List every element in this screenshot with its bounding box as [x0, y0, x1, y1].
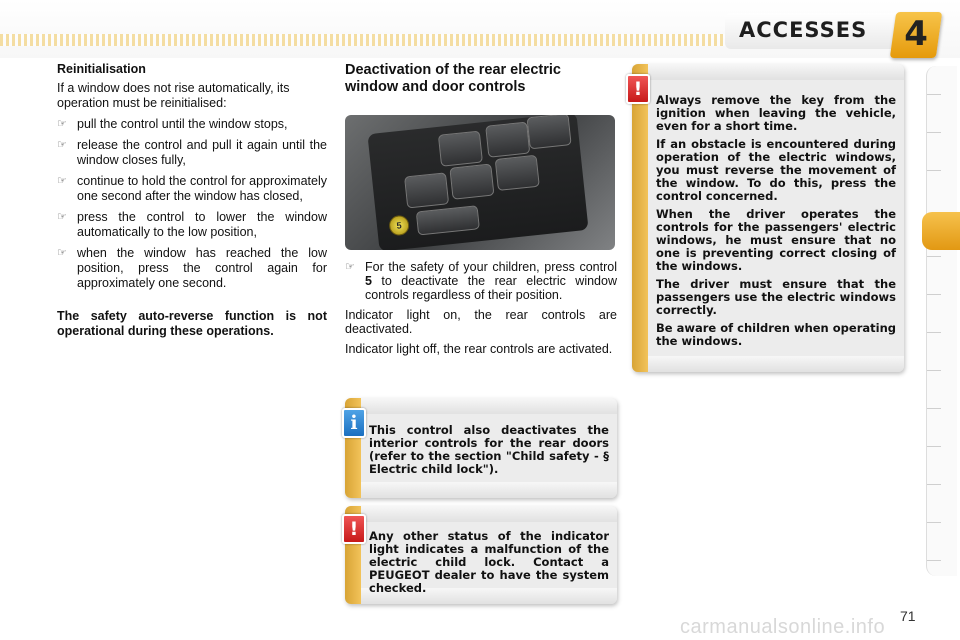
info-paragraph: This control also deactivates the interior controls for the rear doors (refer to the section "Child safety - § Electric child lock").	[369, 423, 609, 476]
list-item	[57, 117, 327, 132]
warning-paragraph: The driver must ensure that the passengers use the electric windows correctly.	[656, 277, 896, 317]
chapter-badge	[890, 12, 942, 58]
tab-divider	[927, 132, 941, 133]
list-item	[345, 260, 617, 302]
child-lock-switch	[416, 205, 480, 235]
list-item	[57, 174, 327, 204]
malfunction-paragraph: Any other status of the indicator light indicates a malfunction of the electric child lock. Contact a PEUGEOT dealer to have the system checked.	[369, 529, 609, 595]
warning-paragraph: When the driver operates the controls for the passengers' electric windows, he must ensure that no one is preventing correct closing of the windows.	[656, 207, 896, 273]
deactivation-section	[345, 62, 617, 96]
window-switch	[485, 122, 530, 158]
section-title: ACCESSES	[739, 18, 868, 42]
info-callout-text	[369, 424, 609, 481]
chapter-number: 4	[904, 14, 928, 54]
warning-icon: !	[626, 74, 650, 104]
pointing-hand-icon: ☞	[57, 118, 67, 130]
list-item-text: continue to hold the control for approximately one second after the window has closed,	[77, 174, 327, 203]
deactivation-body	[345, 260, 617, 362]
window-switch	[449, 164, 494, 200]
callout-band	[648, 64, 904, 80]
control-number: 5	[365, 274, 372, 288]
list-item	[57, 210, 327, 240]
header-decoration	[0, 34, 830, 46]
window-switch	[527, 115, 572, 149]
list-item-text: release the control and pull it again until the window closes fully,	[77, 138, 327, 167]
warning-paragraph: If an obstacle is encountered during operation of the electric windows, you must reverse the movement of the window. To do this, press the control concerned.	[656, 137, 896, 203]
info-callout	[345, 398, 617, 498]
indicator-off-text: Indicator light off, the rear controls are activated.	[345, 342, 613, 356]
tab-divider	[927, 446, 941, 447]
tab-divider	[927, 256, 941, 257]
list-item-text	[365, 260, 617, 302]
info-icon: i	[342, 408, 366, 438]
list-item-text: press the control to lower the window automatically to the low position,	[77, 210, 327, 239]
callout-band	[361, 398, 617, 414]
warning-paragraph: Always remove the key from the ignition when leaving the vehicle, even for a short time.	[656, 93, 896, 133]
warning-callout-text	[656, 94, 896, 353]
door-control-photo	[345, 115, 615, 250]
list-item	[57, 138, 327, 168]
callout-band	[361, 482, 617, 498]
malfunction-callout-text	[369, 530, 609, 600]
tab-divider	[927, 408, 941, 409]
list-item	[57, 246, 327, 291]
chapter-tabs	[926, 66, 957, 576]
list-item-text: pull the control until the window stops,	[77, 117, 288, 131]
pointing-hand-icon: ☞	[57, 139, 67, 151]
window-switch	[404, 172, 449, 208]
page-header	[0, 0, 960, 58]
callout-spine	[632, 64, 648, 372]
reinitialisation-section	[57, 60, 327, 345]
reinitialisation-intro: If a window does not rise automatically, its operation must be reinitialised:	[57, 81, 290, 110]
pointing-hand-icon: ☞	[57, 211, 67, 223]
tab-divider	[927, 94, 941, 95]
tab-divider	[927, 170, 941, 171]
indicator-on-text: Indicator light on, the rear controls are deactivated.	[345, 308, 617, 336]
bullet-text-start: For the safety of your children, press control	[365, 260, 617, 274]
section-title-plate	[725, 13, 915, 49]
tab-divider	[927, 484, 941, 485]
tab-divider	[927, 522, 941, 523]
bullet-text-end: to deactivate the rear electric window controls regardless of their position.	[365, 274, 617, 302]
pointing-hand-icon: ☞	[345, 261, 355, 273]
watermark: carmanualsonline.info	[680, 616, 886, 638]
control-5-label: 5	[388, 214, 410, 236]
warning-icon: !	[342, 514, 366, 544]
callout-band	[361, 506, 617, 522]
window-switch	[438, 131, 483, 167]
malfunction-callout	[345, 506, 617, 604]
pointing-hand-icon: ☞	[57, 175, 67, 187]
deactivation-heading: Deactivation of the rear electric window and door controls	[345, 62, 561, 95]
tab-divider	[927, 560, 941, 561]
tab-divider	[927, 370, 941, 371]
pointing-hand-icon: ☞	[57, 247, 67, 259]
active-chapter-tab[interactable]	[922, 212, 960, 250]
warning-callout	[632, 64, 904, 372]
tab-divider	[927, 332, 941, 333]
warning-paragraph: Be aware of children when operating the windows.	[656, 321, 896, 348]
tab-divider	[927, 294, 941, 295]
window-switch	[495, 155, 540, 191]
switch-panel	[367, 115, 588, 250]
callout-band	[648, 356, 904, 372]
page-number: 71	[900, 608, 916, 624]
list-item-text: when the window has reached the low position, press the control again for approximately one second.	[77, 246, 327, 290]
reinitialisation-heading: Reinitialisation	[57, 62, 146, 76]
auto-reverse-warning: The safety auto-reverse function is not operational during these operations.	[57, 309, 327, 338]
